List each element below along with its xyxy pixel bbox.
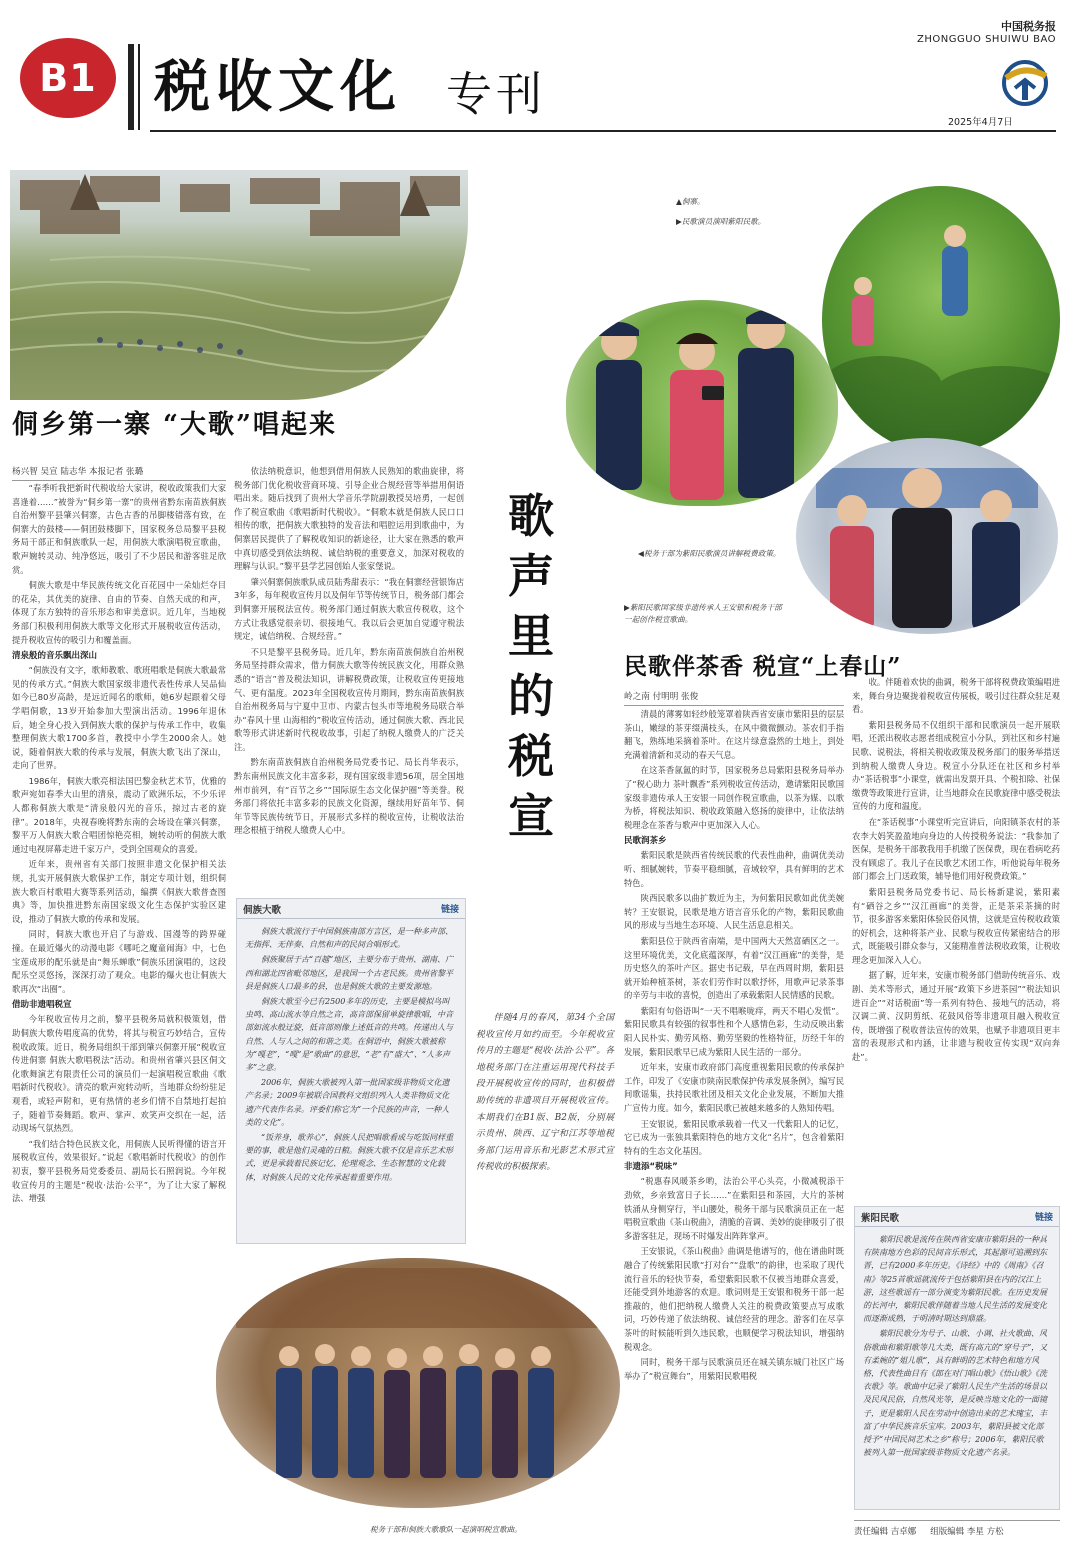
- left-col-1: [12, 482, 226, 1522]
- right-article-title: 民歌伴茶香 税宣“上春山”: [624, 653, 902, 680]
- paragraph: 不只是黎平县税务局。近几年，黔东南苗族侗族自治州税务局坚持群众需求，借力侗族大歌等传统民族文化，用群众熟悉的“语言”普及税法知识，讲解税费政策，让税收宣传更接地气、更有温度。2023年全国税收宣传月期间，黔东南苗族侗族自治州税务局与宁夏中卫市、内蒙古包头市等地税务局联合举办“春风十里 山海相约”税收宣传活动，通过侗族大歌、西北民歌等形式讲述新时代税收故事，引起了纳税人缴费人的广泛关注。: [234, 646, 464, 752]
- paragraph: 在这茶香氤氲的时节，国家税务总局紫阳县税务局举办了“税心助力 茶叶飘香”系列税收宣传活动，邀请紫阳民歌国家级非遗传承人王安银一同创作税宣歌曲，以茶为媒、以歌为桥，将税法知识、税收政策融入悠扬的旋律中，让依法纳税理念在茶香与歌声中更加深入人心。: [624, 765, 844, 830]
- paragraph: 陕西民歌多以曲扩数近为主，为何紫阳民歌如此优美婉转？王安银说，民歌是地方语言音乐化的产物，紫阳民歌曲风的形成与当地生态环境、人民生活息息相关。: [624, 893, 844, 931]
- paragraph: 同时，侗族大歌也开启了与游戏、国漫等的跨界碰撞。在最近爆火的动漫电影《哪吒之魔童闹海》中，七色宝莲成形的配乐就是由“舞乐蝉歌”侗族乐团演唱的，这段配乐空灵悠扬，深深打动了观众。电影的爆火也让侗族大歌再次“出圈”。: [12, 929, 226, 994]
- link-tag: 链接: [1034, 1213, 1053, 1223]
- paragraph: 紫阳县税务局党委书记、局长杨新建说，紫阳素有“硒谷之乡”“汉江画廊”的美誉，正是茶采茶摘的时节，很多游客来紫阳体验民俗风情，这就是宣传税收政策的好机会，这种将茶产业、民歌与税收宣传紧密结合的形式，既能吸引群众参与，又能精准普法税收政策，让税收理念更加深入人心。: [852, 886, 1060, 965]
- layout-credit: 组版编辑 李星 方松: [930, 1527, 1004, 1537]
- paper-pinyin: ZHONGGUO SHUIWU BAO: [916, 34, 1056, 45]
- paper-name: 中国税务报: [1001, 20, 1056, 33]
- tax-officers-photo: [566, 300, 838, 506]
- photo-caption: 税务干部和侗族大歌歌队一起演唱税宣歌曲。: [370, 1525, 522, 1534]
- info-box-title: 紫阳民歌: [861, 1212, 900, 1224]
- paragraph: 侗族大歌流行于中国侗族南部方言区，是一种多声部、无指挥、无伴奏、自然和声的民间合唱形式。: [245, 927, 453, 950]
- subheading: 清泉般的音乐飘出深山: [12, 651, 98, 662]
- paragraph: 近年来，安康市政府部门高度重视紫阳民歌的传承保护工作，印发了《安康市陕南民歌保护传承发展条例》，编写民间歌谣集，扶持民歌社团及相关文化企业发展，不断加大推广宣传力度。如今，紫阳民歌已被越来越多的人熟知传唱。: [624, 1062, 844, 1114]
- page-header: [0, 0, 1076, 150]
- paragraph: 依法纳税意识，他想到借用侗族人民熟知的歌曲旋律，将税务部门优化税收营商环境、引导企业合规经营等举措用侗语唱出来。随后找到了贵州大学音乐学院副教授吴培勇，一起创作了税宣歌曲《歌唱新时代税收》。“侗歌本就是侗族人民口口相传的歌，把侗族大歌独特的发音法和唱腔运用到歌曲中，为侗寨居民提供了了解税收知识的新途径，让大家在熟悉的歌声中真切感受到依法纳税、诚信纳税的重要意义，加深对税收的理解与认识。”黎平县学艺园创始人张家堡说。: [234, 466, 464, 572]
- issue-date: 2025年4月7日: [948, 117, 1013, 128]
- paragraph: 今年税收宣传月之前，黎平县税务局就积极策划，借助侗族大歌传唱度高的优势，将其与税宣巧妙结合，宣传税收政策。近日，税务局组织干部到肇兴侗寨开展“税收宣传进侗寨 侗族大歌唱税法”活动。和贵州省肇兴县区侗文化歌舞演艺有限责任公司的演员们一起演唱税宣歌曲《歌唱新时代税收》。清亮的歌声宛转动听，当地群众纷纷驻足观看，或轻声附和，更有热情的老乡们情不自禁地打起拍子，随着节奏舞蹈。歌声、掌声、欢笑声交织在一起，活动现场气氛热烈。: [12, 1014, 226, 1134]
- vertical-title-char: 里: [508, 609, 554, 663]
- paragraph: “税惠春风暖茶乡哟，法治公平心头亮，小微减税添干劲欸，乡亲致富日子长……”在紫阳县和茶园，大片的茶树铁涌从身侧穿行，半山腰处，税务干部与民歌演员正在一起唱税宣歌曲《茶山税曲》，清脆的音调、美妙的旋律吸引了很多游客驻足，现场不时爆发出阵阵掌声。: [624, 1176, 844, 1241]
- left-article-title: 侗乡第一寨 “大歌”唱起来: [12, 410, 337, 440]
- left-col-2: [234, 465, 464, 895]
- village-photo: [10, 170, 468, 400]
- paragraph: 清晨的薄雾如轻纱般笼罩着陕西省安康市紫阳县的层层茶山，嫩绿的茶芽缀满枝头，在风中微微颤动。茶农们手指翻飞，熟练地采摘着茶叶。在这片绿意盎然的土地上，到处充满着清新和灵动的春天气息。: [624, 709, 844, 760]
- vertical-title-char: 宣: [508, 789, 554, 843]
- photo-caption: ▶紫阳民歌国家级非遗传承人王安银和税务干部一起创作税宣歌曲。: [624, 603, 782, 624]
- paragraph: 据了解，近年来，安康市税务部门借助传统音乐、戏剧、美术等形式，通过开展“政策下乡进茶园”“税法知识进百企”“对话税面”等一系列有特色、接地气的活动，将汉调二黄、汉阴剪纸、花鼓风俗等非遗项目融入税收宣传，既增强了税收普法宣传的效果，也赋予非遗项目更丰富的表现形式和内涵，让非遗与税收宣传实现“双向奔赴”。: [852, 970, 1060, 1063]
- photo-caption: ▶民歌演员演唱紫阳民歌。: [676, 217, 766, 226]
- ziyang-folk-song-info-box: [854, 1206, 1060, 1510]
- page-footer: [854, 1520, 1060, 1537]
- right-col-1: [624, 708, 844, 1528]
- paragraph: “春季听我把新时代税收给大家讲，税收政策我们大家喜逢着……”被誉为“侗乡第一寨”的贵州省黔东南苗族侗族自治州黎平县肇兴侗寨，古色古香的吊脚楼错落有致，在侗寨大的鼓楼——侗团鼓楼脚下，国家税务总局黎平县税务局干部正和侗族歌队一起，用侗族大歌演唱税宣歌曲，歌声婉转灵动、纯净悠远，吸引了不少居民和游客驻足欣赏。: [12, 483, 226, 575]
- paragraph: 1986年，侗族大歌亮相法国巴黎金秋艺术节，优雅的歌声宛如春季大山里的清泉，震动了欧洲乐坛，不少乐评人都称侗族大歌是“清泉般闪光的音乐，掠过古老的旋律”。2018年，央视春晚将黔东南的会场设在肇兴侗寨，黎平万人侗族大歌合唱团惊艳亮相，婉转动听的侗族大歌通过电视屏幕走进千家万户，受到全国观众的喜爱。: [12, 775, 226, 854]
- paragraph: 收。伴随着欢快的曲调，税务干部将税费政策编唱进来，舞台身边聚拢着税收宣传展板，吸引过往群众驻足观看。: [852, 677, 1060, 715]
- vertical-title-char: 歌: [508, 489, 554, 543]
- paragraph: “我们结合特色民族文化，用侗族人民听得懂的语言开展税收宣传，效果很好。”说起《歌唱新时代税收》的创作初衷，黎平县税务局党委委员、副局长石照润说。今年税收宣传月的主题是“税收·法治·公平”，为了让大家了解税法、增强: [12, 1138, 226, 1204]
- b1-badge-icon: [20, 38, 116, 118]
- vertical-title-char: 的: [508, 669, 554, 723]
- singer-photo: [796, 438, 1058, 634]
- info-box-title: 侗族大歌: [243, 904, 282, 916]
- right-byline: 岭之南 付明明 张俊: [624, 690, 844, 706]
- paragraph: 紫阳县位于陕西省南端，是中国两大天然富硒区之一。这里环境优美，文化底蕴深厚，有着“汉江画廊”的美誉，是历史悠久的茶叶产区。据史书记载，早在西周时期，紫阳县就开始种植茶树，茶农们劳作时以歌抒怀，用歌声记录茶事的辛劳与丰收的喜悦，创造出了承载紫阳人民情感的民歌。: [624, 935, 844, 1001]
- left-byline: 杨兴智 吴宣 陆志华 本报记者 张璐: [12, 465, 226, 481]
- paragraph: 紫阳有句俗语叫“一天不唱喉咙痒，两天不唱心发慌”。紫阳民歌具有较强的叙事性和个人感情色彩，生动反映出紫阳人民朴实、勤劳风格、勤劳坚毅的性格特征，历经千年的发展，紫阳民歌早已成为紫阳人民生活的一部分。: [624, 1005, 844, 1057]
- paragraph: “侗族没有文字，歌师教歌、歌班唱歌是侗族大歌最常见的传承方式。”侗族大歌国家级非遗代表性传承人吴品仙如今已80岁高龄，是远近闻名的歌师，她6岁起跟着父母学唱侗歌，13岁开始参加大型演出活动。1996年退休后，她全身心投入到侗族大歌的保护与传承工作中，收集整理侗族大歌1700多首，教授中小学生2000余人。她说，随着侗族大歌的传承与发展，侗族大歌飞出了深山，走向了世界。: [12, 665, 226, 771]
- paragraph: 王安银说，《茶山税曲》曲调是他谱写的，他在谱曲时既融合了传统紫阳民歌“打对台”“盘歌”的韵律，也采取了现代流行音乐的轻快节奏，希望紫阳民歌不仅被当地群众喜爱，还能受到外地游客的欢迎。歌词则是王安银和税务干部一起推敲的，他们把纳税人缴费人关注的税费政策要点写成歌词，巧妙传递了依法纳税、诚信经营的理念。游客们在尽享茶叶的时候能听到久违民歌，也顺便学习税法知识，增强纳税观念。: [624, 1246, 844, 1352]
- vertical-title-char: 税: [508, 729, 554, 783]
- section-title: 税收文化: [154, 54, 402, 120]
- paragraph: 紫阳民歌是陕西省传统民歌的代表性曲种，曲调优美动听、细腻婉转，节奏平稳细腻，音域较窄，具有鲜明的艺术特色。: [624, 850, 844, 888]
- paragraph: 侗族大歌至今已有2500多年的历史，主要是模拟鸟叫虫鸣、高山流水等自然之音，高音部保留单旋律歌唱，中音部如流水般迂旋，低音部则像上述低音的共鸣。传递出人与自然、人与人之间的和谐之美。在侗语中，侗族大歌被称为“嘎老”，“嘎”是“歌曲”的意思，“老”有“盛大”、“人多声多”之意。: [245, 997, 453, 1073]
- paragraph: 侗族聚居于古“百越”地区，主要分布于贵州、湖南、广西和湖北四省毗邻地区，是我国一个古老民族。贵州省黎平县是侗族人口最多的县，也是侗族大歌的主要发源地。: [245, 955, 454, 991]
- singing-group-photo: [216, 1258, 620, 1508]
- paragraph: 2006年，侗族大歌被列入第一批国家级非物质文化遗产名录；2009年被联合国教科文组织列入人类非物质文化遗产代表作名录。评委们称它为“一个民族的声音，一种人类的文化”。: [245, 1078, 450, 1127]
- photo-caption: ▲侗寨。: [676, 197, 705, 206]
- photo-caption: ◀税务干部为紫阳民歌演员讲解税费政策。: [638, 549, 781, 558]
- badge-label: B1: [39, 56, 97, 100]
- header-divider-left: [128, 44, 134, 130]
- link-tag: 链接: [440, 905, 459, 915]
- subheading: 民歌润茶乡: [624, 836, 667, 847]
- subheading: 借助非遗唱税宣: [12, 1000, 72, 1011]
- paragraph: 紫阳民歌分为号子、山歌、小调、社火歌曲、风俗歌曲和紫阳歌等几大类，既有高亢的“穿号子”，又有柔婉的“姐儿歌”，具有鲜明的艺术特色和地方风格，代表性曲目有《郎在对门唱山歌》《悟山歌》《洗衣歌》等。歌曲中记录了紫阳人民生产生活的场景以及民风民俗，自然风光等，是反映当地文化的一面镜子，更是紫阳人民在劳动中创造出来的艺术瑰宝，丰富了中华民族音乐宝库。2003年，紫阳县被文化部授予“中国民间艺术之乡”称号；2006年，紫阳民歌被列入第一批国家级非物质文化遗产名录。: [863, 1329, 1048, 1458]
- paragraph: 在“茶话税事”小课堂听完宣讲后，向阳镇茶农村的茶农李大妈笑盈盈地向身边的人传授税务说法：“我参加了医保，是税务干部教我用手机缴了医保费，现在看病吃药没有顾虑了。我儿子在民歌艺术团工作，听他说每年税务部门都会上门送政策，辅导他们用好税费政策。”: [852, 816, 1060, 882]
- vertical-title: [506, 486, 556, 846]
- section-suffix: 专刊: [446, 67, 546, 121]
- paragraph: “饭养身，歌养心”，侗族人民把唱歌看成与吃饭同样重要的事，歌是他们灵魂的日粮。侗族大歌不仅是音乐艺术形式，更是承载着民族记忆、伦理观念、生态智慧的文化载体，对侗族人民的文化传承起着重要作用。: [245, 1133, 454, 1182]
- paragraph: 黔东南苗族侗族自治州税务局党委书记、局长肖华表示，黔东南州民族文化丰富多彩，现有国家级非遗56项，居全国地州市前列，有“百节之乡”“国际原生态文化保护圈”等美誉。税务部门将依托丰富多彩的民族文化资源，继续用好苗年节、侗年节等民族传统节日，开展形式多样的税收宣传，让税收法治理念根植于纳税人缴费人心中。: [234, 757, 464, 836]
- right-col-2: [852, 676, 1060, 1198]
- paragraph: 紫阳民歌是流传在陕西省安康市紫阳县的一种具有陕南地方色彩的民间音乐形式，其起源可追溯到东晋，已有2000多年历史。《诗经》中的《周南》《召南》等25首歌谣就流传于包括紫阳县在内的汉江上游，这些歌谣有一部分演变为紫阳民歌。在历史发展的长河中，紫阳民歌伴随着当地人民生活的发展变化而逐渐成熟，于明清时期达到鼎盛。: [863, 1235, 1047, 1324]
- paragraph: 近年来，贵州省有关部门按照非遗文化保护相关法规，扎实开展侗族大歌保护工作，制定专项计划，组织侗族大歌百村歌唱大赛等系列活动，编撰《侗族大歌普查图典》等，加快推进黔东南国家级文化生态保护实验区建设，推动了侗族大歌的传承和发展。: [12, 859, 226, 924]
- vertical-title-char: 声: [508, 549, 554, 603]
- tax-logo-icon: [990, 60, 1060, 106]
- header-divider-left-2: [138, 44, 140, 130]
- paragraph: 紫阳县税务局不仅组织干部和民歌演员一起开展联唱，还派出税收志愿者组成税宣小分队，到社区和乡村遍民歌、说税法，将相关税收政策及税务部门的服务举措送到纳税人缴费人身边。税宣小分队还在社区和乡村举办“茶话税事”小课堂，就需出发票开具、个税扣除、社保缴费等政策进行宣讲，让当地群众在民歌旋律中感受税法宣传的力度和温度。: [852, 719, 1060, 812]
- intro-text: 伴随4月的春风，第34个全国税收宣传月如约而至。今年税收宣传月的主题是“税收·法治·公平”。各地税务部门在注重运用现代科技手段开展税收宣传的同时，也积极借助传统的非遗项目开展税收宣传。本期我们在B1版、B2版，分别展示贵州、陕西、辽宁和江苏等地税务部门运用音乐和光影艺术形式宣传税收的积极探索。: [476, 1013, 614, 1173]
- header-rule: [150, 130, 1056, 132]
- paragraph: 肇兴侗寨侗族歌队成员陆秀甜表示：“我在侗寨经营银饰店3年多，每年税收宣传月以及侗年节等传统节日，税务部门都会到侗寨开展税法宣传。税务部门通过侗族大歌宣传税收，这个方式让我感觉很亲切、很接地气。我以后会更加自觉遵守税法规定，诚信纳税、合规经营。”: [234, 576, 464, 642]
- dong-grand-song-info-box: [236, 898, 466, 1244]
- tea-garden-photo: [822, 186, 1060, 454]
- paragraph: 侗族大歌是中华民族传统文化百花园中一朵灿烂夺目的花朵，其优美的旋律、自由的节奏、自然天成的和声，体现了东方独特的音乐形态和审美意识。近几年，当地税务部门积极利用侗族大歌等文化形式开展税收宣传活动，提升税收宣传的吸引力和覆盖面。: [12, 580, 226, 645]
- editor-credit: 责任编辑 吉卓娜: [854, 1527, 917, 1537]
- paragraph: 王安银说，紫阳民歌承载着一代又一代紫阳人的记忆，它已成为一张独具紫阳特色的地方文化“名片”，包含着紫阳特有的生态文化基因。: [624, 1118, 844, 1156]
- paragraph: 同时，税务干部与民歌演员还在城关镇东城门社区广场举办了“税宣舞台”，用紫阳民歌唱税: [624, 1357, 844, 1381]
- subheading: 非遗添“税味”: [624, 1162, 678, 1173]
